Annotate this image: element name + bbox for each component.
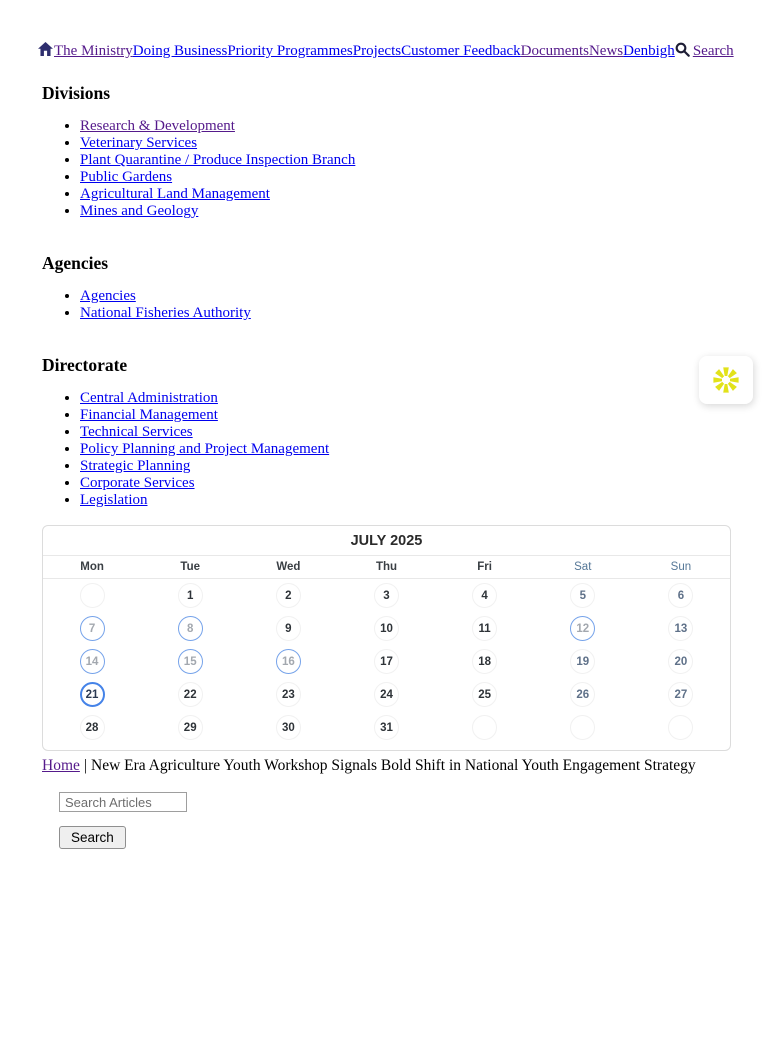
sections [42, 83, 731, 509]
calendar-cell [632, 579, 730, 612]
nav-link-documents[interactable]: Documents [520, 43, 589, 59]
calendar-day-31[interactable]: 31 [374, 715, 399, 740]
search-articles-input[interactable] [59, 792, 187, 812]
section-list-directorate [42, 390, 731, 509]
calendar-day-empty [472, 715, 497, 740]
list-item [80, 305, 731, 322]
calendar-day-17[interactable]: 17 [374, 649, 399, 674]
calendar-day-empty [570, 715, 595, 740]
calendar-cell [337, 678, 435, 711]
calendar-cell [337, 612, 435, 645]
list-item [80, 492, 731, 509]
calendar-cell [43, 612, 141, 645]
weekday-mon: Mon [80, 561, 104, 573]
calendar-day-18[interactable]: 18 [472, 649, 497, 674]
calendar-cell [337, 645, 435, 678]
calendar-cell [43, 711, 141, 744]
calendar-day-14[interactable]: 14 [80, 649, 105, 674]
calendar-cell [141, 678, 239, 711]
home-icon[interactable] [38, 42, 53, 61]
nav-link-the-ministry[interactable]: The Ministry [54, 43, 133, 59]
weekday-fri: Fri [477, 561, 492, 573]
top-nav [38, 42, 734, 62]
calendar-cell [632, 678, 730, 711]
calendar-cell [436, 711, 534, 744]
list-item [80, 169, 731, 186]
section-list-agencies [42, 288, 731, 322]
calendar-cell [534, 579, 632, 612]
calendar-day-29[interactable]: 29 [178, 715, 203, 740]
calendar-day-7[interactable]: 7 [80, 616, 105, 641]
calendar-day-23[interactable]: 23 [276, 682, 301, 707]
list-item [80, 135, 731, 152]
list-item [80, 424, 731, 441]
calendar-cell [239, 678, 337, 711]
link-national-fisheries-authority[interactable]: National Fisheries Authority [80, 305, 251, 321]
calendar-cell [632, 711, 730, 744]
calendar-cell [141, 612, 239, 645]
link-corporate-services[interactable]: Corporate Services [80, 475, 195, 491]
calendar-cell [337, 711, 435, 744]
list-item [80, 203, 731, 220]
calendar-day-26[interactable]: 26 [570, 682, 595, 707]
calendar-day-4[interactable]: 4 [472, 583, 497, 608]
calendar-cell [436, 678, 534, 711]
link-strategic-planning[interactable]: Strategic Planning [80, 458, 191, 474]
link-veterinary-services[interactable]: Veterinary Services [80, 135, 198, 151]
calendar-cell [534, 678, 632, 711]
list-item [80, 288, 731, 305]
calendar-cell [436, 612, 534, 645]
list-item [80, 407, 731, 424]
calendar-cell [534, 645, 632, 678]
section-heading-divisions: Divisions [42, 83, 111, 103]
calendar-week [43, 678, 730, 711]
breadcrumb-home-link[interactable]: Home [42, 757, 80, 774]
calendar-day-2[interactable]: 2 [276, 583, 301, 608]
link-public-gardens[interactable]: Public Gardens [80, 169, 173, 185]
calendar-day-1[interactable]: 1 [178, 583, 203, 608]
calendar-cell [43, 678, 141, 711]
weekday-sat: Sat [574, 561, 592, 573]
calendar-day-9[interactable]: 9 [276, 616, 301, 641]
calendar-day-25[interactable]: 25 [472, 682, 497, 707]
calendar-cell [239, 645, 337, 678]
calendar-cell [43, 579, 141, 612]
list-item [80, 186, 731, 203]
calendar-day-empty [668, 715, 693, 740]
link-agencies[interactable]: Agencies [80, 288, 136, 304]
section-heading-directorate: Directorate [42, 355, 128, 375]
calendar-grid [43, 579, 730, 744]
calendar-cell [141, 711, 239, 744]
list-item [80, 441, 731, 458]
calendar-week [43, 579, 730, 612]
list-item [80, 458, 731, 475]
link-mines-and-geology[interactable]: Mines and Geology [80, 203, 199, 219]
calendar-day-12[interactable]: 12 [570, 616, 595, 641]
list-item [80, 152, 731, 169]
calendar-cell [534, 711, 632, 744]
calendar-weekday-row [43, 556, 730, 579]
search-button[interactable]: Search [59, 826, 126, 849]
nav-link-doing-business[interactable]: Doing Business [132, 43, 228, 59]
asterisk-icon [711, 365, 741, 395]
list-item [80, 118, 731, 135]
nav-link-customer-feedback[interactable]: Customer Feedback [401, 43, 521, 59]
breadcrumb-separator: | [83, 757, 87, 774]
calendar-day-5[interactable]: 5 [570, 583, 595, 608]
calendar-day-8[interactable]: 8 [178, 616, 203, 641]
calendar-cell [239, 579, 337, 612]
calendar-day-21[interactable]: 21 [80, 682, 105, 707]
section-list-divisions [42, 118, 731, 220]
calendar-day-15[interactable]: 15 [178, 649, 203, 674]
weekday-wed: Wed [276, 561, 301, 573]
list-item [80, 475, 731, 492]
calendar-week [43, 711, 730, 744]
nav-link-news[interactable]: News [588, 43, 624, 59]
nav-link-denbigh[interactable]: Denbigh [623, 43, 675, 59]
link-technical-services[interactable]: Technical Services [80, 424, 193, 440]
article-title: New Era Agriculture Youth Workshop Signals Bold Shift in National Youth Engagement Strategy [91, 757, 696, 774]
calendar-day-20[interactable]: 20 [668, 649, 693, 674]
calendar-day-22[interactable]: 22 [178, 682, 203, 707]
accessibility-widget[interactable] [699, 356, 753, 404]
calendar-day-19[interactable]: 19 [570, 649, 595, 674]
weekday-tue: Tue [180, 561, 200, 573]
calendar-day-30[interactable]: 30 [276, 715, 301, 740]
link-financial-management[interactable]: Financial Management [80, 407, 218, 423]
calendar-cell [337, 579, 435, 612]
calendar-cell [632, 612, 730, 645]
search-icon[interactable] [675, 42, 690, 62]
nav-link-projects[interactable]: Projects [352, 43, 402, 59]
calendar-cell [534, 612, 632, 645]
calendar-day-11[interactable]: 11 [472, 616, 497, 641]
calendar-cell [632, 645, 730, 678]
calendar-cell [43, 645, 141, 678]
calendar-week [43, 612, 730, 645]
nav-link-search[interactable]: Search [692, 43, 734, 59]
calendar-week [43, 645, 730, 678]
calendar-day-empty [80, 583, 105, 608]
link-agricultural-land-management[interactable]: Agricultural Land Management [80, 186, 270, 202]
calendar-cell [239, 612, 337, 645]
breadcrumb [42, 757, 731, 775]
section-heading-agencies: Agencies [42, 253, 109, 273]
weekday-sun: Sun [670, 561, 692, 573]
link-policy-planning-and-project-management[interactable]: Policy Planning and Project Management [80, 441, 330, 457]
calendar-cell [141, 579, 239, 612]
calendar-day-10[interactable]: 10 [374, 616, 399, 641]
calendar-day-27[interactable]: 27 [668, 682, 693, 707]
calendar-title: JULY 2025 [43, 526, 730, 556]
link-central-administration[interactable]: Central Administration [80, 390, 218, 406]
link-research-development[interactable]: Research & Development [80, 118, 235, 134]
list-item [80, 390, 731, 407]
link-plant-quarantine-produce-inspection-branch[interactable]: Plant Quarantine / Produce Inspection Branch [80, 152, 356, 168]
calendar-day-28[interactable]: 28 [80, 715, 105, 740]
calendar-cell [239, 711, 337, 744]
calendar-day-13[interactable]: 13 [668, 616, 693, 641]
link-legislation[interactable]: Legislation [80, 492, 148, 508]
weekday-thu: Thu [375, 561, 398, 573]
calendar-day-16[interactable]: 16 [276, 649, 301, 674]
nav-link-priority-programmes[interactable]: Priority Programmes [227, 43, 353, 59]
calendar [42, 525, 731, 751]
calendar-cell [141, 645, 239, 678]
calendar-day-6[interactable]: 6 [668, 583, 693, 608]
calendar-cell [436, 579, 534, 612]
calendar-day-24[interactable]: 24 [374, 682, 399, 707]
calendar-day-3[interactable]: 3 [374, 583, 399, 608]
calendar-cell [436, 645, 534, 678]
